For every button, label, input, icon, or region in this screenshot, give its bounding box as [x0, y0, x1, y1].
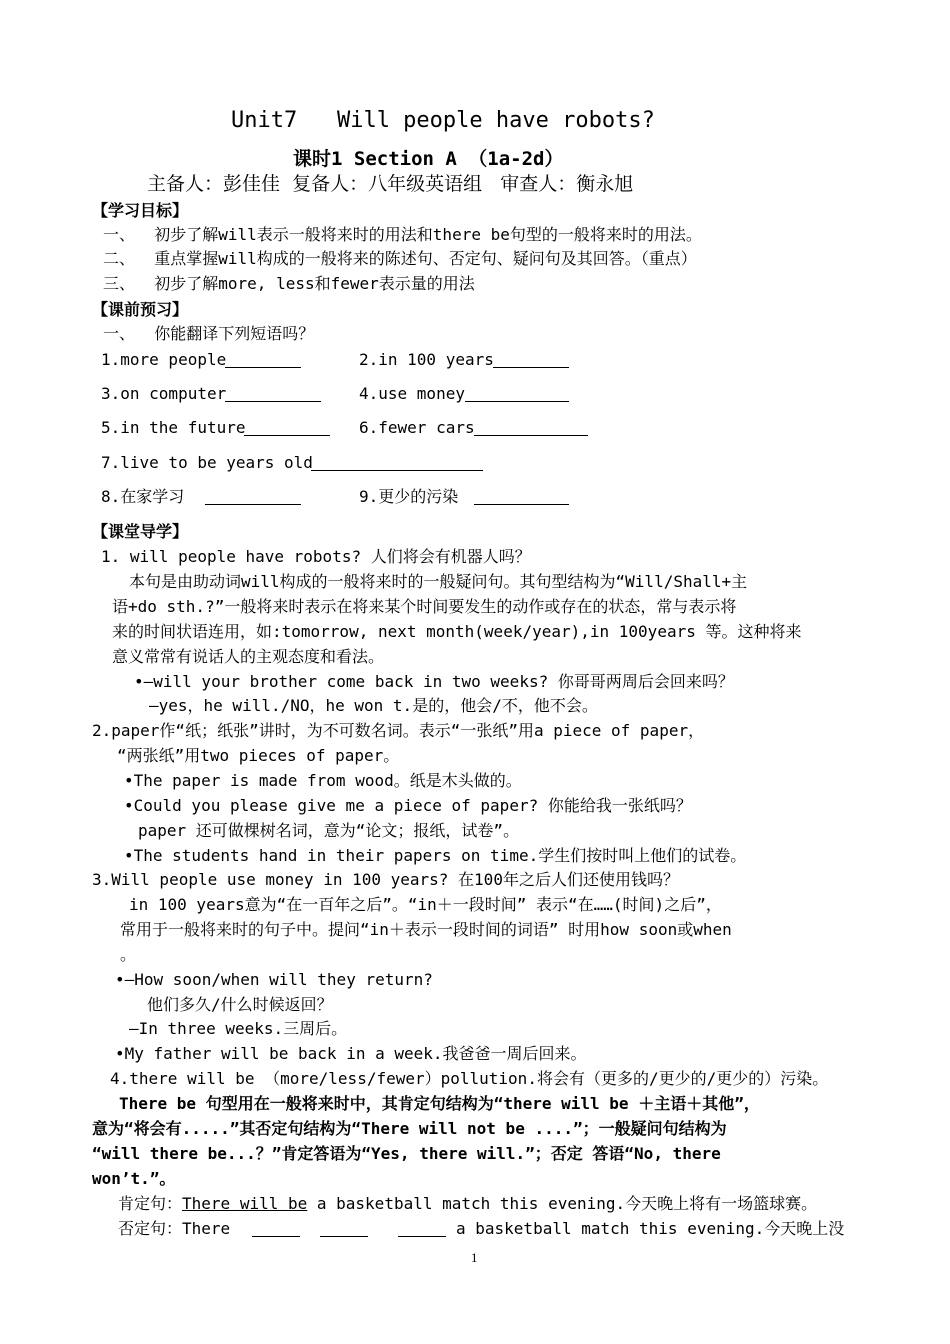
guide-line: •—How soon/when will they return?: [115, 970, 433, 989]
guide-line: 4.there will be （more/less/fewer）pollution.将会有（更多的/更少的/更少的）污染。: [110, 1069, 829, 1088]
answer-blank[interactable]: [474, 435, 588, 436]
phrase-item: 1.more people: [101, 350, 227, 369]
answer-blank[interactable]: [311, 470, 483, 471]
guide-line: •The students hand in their papers on time.学生们按时叫上他们的试卷。: [124, 846, 747, 865]
preview-intro: 一、 你能翻译下列短语吗？: [103, 324, 315, 343]
answer-blank[interactable]: [465, 401, 569, 402]
guide-heading: 【课堂导学】: [92, 522, 189, 541]
guide-line: —In three weeks.三周后。: [129, 1019, 348, 1038]
guide-line-bold: “will there be...？”肯定答语为“Yes, there will.”；否定 答语“No, there: [92, 1144, 721, 1163]
guide-line: •Could you please give me a piece of paper? 你能给我一张纸吗？: [124, 796, 692, 815]
goals-heading: 【学习目标】: [92, 201, 189, 220]
guide-line-bold: won’t.”。: [92, 1169, 176, 1188]
guide-line: paper 还可做棵树名词，意为“论文；报纸，试卷”。: [138, 821, 520, 840]
phrase-item: 4.use money: [359, 384, 465, 403]
guide-line: 1. will people have robots? 人们将会有机器人吗？: [101, 547, 531, 566]
guide-line: 意义常常有说话人的主观态度和看法。: [112, 647, 385, 666]
phrase-item: 5.in the future: [101, 418, 246, 437]
guide-line: —yes，he will./NO，he won t.是的，他会/不，他不会。: [149, 696, 598, 715]
answer-blank[interactable]: [225, 401, 321, 402]
guide-line: 3.Will people use money in 100 years? 在100年之后人们还使用钱吗？: [92, 870, 679, 889]
guide-line: 本句是由助动词will构成的一般将来时的一般疑问句。其句型结构为“Will/Shall+主: [129, 572, 748, 591]
answer-blank[interactable]: [205, 504, 301, 505]
phrase-item: 8.在家学习: [101, 487, 185, 506]
guide-line-bold: 意为“将会有.....”其否定句结构为“There will not be ....”；一般疑问句结构为: [92, 1119, 727, 1138]
answer-blank[interactable]: [320, 1236, 368, 1237]
phrase-item: 3.on computer: [101, 384, 227, 403]
guide-line: 他们多久/什么时候返回？: [147, 995, 333, 1014]
authors-line: 主备人：彭佳佳 复备人：八年级英语组 审查人：衡永旭: [147, 173, 634, 195]
affirmative-underlined: There will be: [182, 1194, 308, 1213]
affirmative-example: [118, 1193, 817, 1215]
document-title: Unit7 Will people have robots?: [231, 108, 655, 133]
guide-line: •—will your brother come back in two weeks? 你哥哥两周后会回来吗？: [134, 672, 734, 691]
lesson-subtitle: 课时1 Section A （1a-2d）: [293, 148, 564, 170]
answer-blank[interactable]: [244, 435, 330, 436]
page-number: 1: [471, 1250, 478, 1265]
guide-line: in 100 years意为“在一百年之后”。“in＋一段时间” 表示“在……(时间)之后”，: [129, 895, 722, 914]
affirmative-label: 肯定句：: [118, 1194, 183, 1213]
answer-blank[interactable]: [493, 367, 569, 368]
guide-line: 常用于一般将来时的句子中。提问“in＋表示一段时间的词语” 时用how soon或when: [120, 920, 732, 939]
guide-line-bold: There be 句型用在一般将来时中，其肯定句结构为“there will be ＋主语＋其他”，: [119, 1094, 760, 1113]
guide-line: 。: [120, 945, 137, 964]
guide-line: 语+do sth.?”一般将来时表示在将来某个时间要发生的动作或存在的状态，常与表示将: [112, 597, 737, 616]
guide-line: •My father will be back in a week.我爸爸一周后回来。: [115, 1044, 587, 1063]
goal-item: 一、 初步了解will表示一般将来时的用法和there be句型的一般将来时的用法。: [103, 225, 702, 244]
guide-line: 2.paper作“纸；纸张”讲时，为不可数名词。表示“一张纸”用a piece of paper，: [92, 721, 705, 740]
answer-blank[interactable]: [398, 1236, 446, 1237]
answer-blank[interactable]: [474, 504, 569, 505]
answer-blank[interactable]: [252, 1236, 300, 1237]
guide-line: 来的时间状语连用，如:tomorrow, next month(week/year),in 100years 等。这种将来: [112, 622, 802, 641]
guide-line: “两张纸”用two pieces of paper。: [117, 746, 400, 765]
goal-item: 三、 初步了解more, less和fewer表示量的用法: [103, 274, 475, 293]
answer-blank[interactable]: [225, 367, 301, 368]
phrase-item: 9.更少的污染: [359, 487, 459, 506]
phrase-item: 6.fewer cars: [359, 418, 475, 437]
preview-heading: 【课前预习】: [92, 300, 189, 319]
phrase-item: 2.in 100 years: [359, 350, 494, 369]
negative-rest: a basketball match this evening.今天晚上没: [456, 1219, 845, 1238]
affirmative-rest: a basketball match this evening.今天晚上将有一场篮球赛。: [307, 1194, 818, 1213]
goal-item: 二、 重点掌握will构成的一般将来的陈述句、否定句、疑问句及其回答。（重点）: [103, 249, 697, 268]
phrase-item: 7.live to be years old: [101, 453, 313, 472]
negative-label: 否定句：There: [118, 1219, 231, 1238]
guide-line: •The paper is made from wood。纸是木头做的。: [124, 771, 522, 790]
